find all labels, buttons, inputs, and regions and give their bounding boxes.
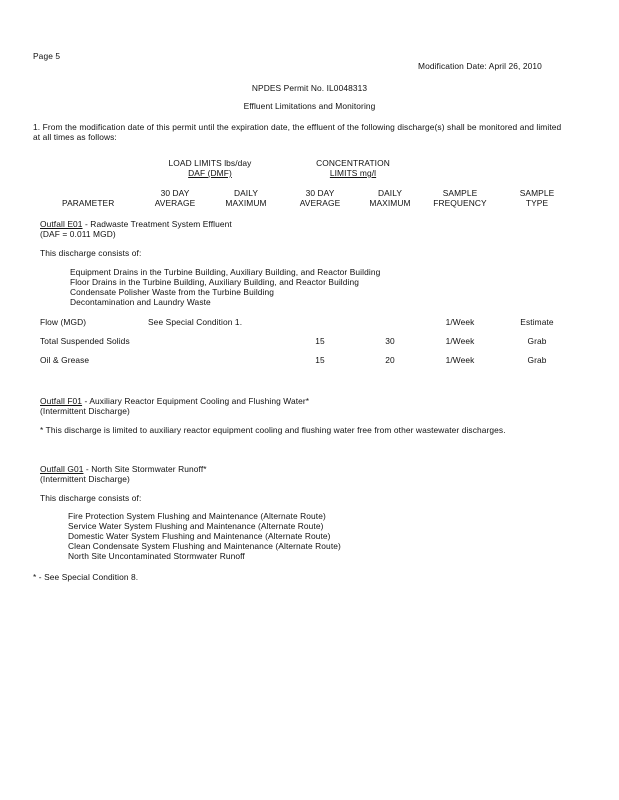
conc-30day-header-1: 30 DAY <box>305 188 335 198</box>
outfall-g01-consists: This discharge consists of: <box>40 493 142 503</box>
row-sample-type: Grab <box>527 355 547 365</box>
page-number: Page 5 <box>33 51 61 61</box>
row-frequency: 1/Week <box>445 317 475 327</box>
outfall-g01-label: Outfall G01 <box>40 464 84 474</box>
outfall-g01-description: - North Site Stormwater Runoff* <box>83 464 207 474</box>
modification-date: Modification Date: April 26, 2010 <box>418 61 542 71</box>
row-note: See Special Condition 1. <box>148 317 243 327</box>
row-parameter: Flow (MGD) <box>40 317 87 327</box>
conc-30day-header-2: AVERAGE <box>299 198 341 208</box>
sample-type-header-1: SAMPLE <box>519 188 555 198</box>
load-limits-subheading: DAF (DMF) <box>188 168 232 178</box>
load-limits-heading: LOAD LIMITS lbs/day <box>168 158 252 168</box>
outfall-e01-label: Outfall E01 <box>40 219 83 229</box>
concentration-heading: CONCENTRATION <box>316 158 390 168</box>
outfall-f01-note: * This discharge is limited to auxiliary reactor equipment cooling and flushing water free from other wastewater discharges. <box>40 425 506 435</box>
outfall-e01-daf: (DAF = 0.011 MGD) <box>40 229 116 239</box>
outfall-f01-description: - Auxiliary Reactor Equipment Cooling and Flushing Water* <box>82 396 310 406</box>
conc-daily-header-2: MAXIMUM <box>369 198 411 208</box>
outfall-e01-consists: This discharge consists of: <box>40 248 142 258</box>
sample-frequency-header-2: FREQUENCY <box>433 198 487 208</box>
row-frequency: 1/Week <box>445 336 475 346</box>
list-item: Condensate Polisher Waste from the Turbine Building <box>70 287 275 297</box>
intro-paragraph: 1. From the modification date of this permit until the expiration date, the effluent of the following discharge(s) shall be monitored and limited at all times as follows: <box>33 122 562 142</box>
list-item: Service Water System Flushing and Maintenance (Alternate Route) <box>68 521 324 531</box>
list-item: Fire Protection System Flushing and Maintenance (Alternate Route) <box>68 511 326 521</box>
outfall-g01-title <box>40 464 207 474</box>
outfall-e01-description: - Radwaste Treatment System Effluent <box>82 219 232 229</box>
load-30day-header-2: AVERAGE <box>154 198 196 208</box>
list-item: Equipment Drains in the Turbine Building, Auxiliary Building, and Reactor Building <box>70 267 381 277</box>
outfall-f01-subtitle: (Intermittent Discharge) <box>40 406 130 416</box>
row-daily-maximum: 20 <box>385 355 395 365</box>
outfall-e01-title <box>40 219 232 229</box>
load-daily-header-2: MAXIMUM <box>225 198 267 208</box>
list-item: Floor Drains in the Turbine Building, Auxiliary Building, and Reactor Building <box>70 277 359 287</box>
load-30day-header-1: 30 DAY <box>160 188 190 198</box>
parameter-column-header: PARAMETER <box>62 198 115 208</box>
conc-daily-header-1: DAILY <box>377 188 403 198</box>
row-parameter: Oil & Grease <box>40 355 90 365</box>
permit-number: NPDES Permit No. IL0048313 <box>251 83 368 93</box>
section-title: Effluent Limitations and Monitoring <box>243 101 376 111</box>
row-daily-maximum: 30 <box>385 336 395 346</box>
row-frequency: 1/Week <box>445 355 475 365</box>
row-30day-average: 15 <box>315 355 325 365</box>
row-sample-type: Grab <box>527 336 547 346</box>
outfall-f01-label: Outfall F01 <box>40 396 83 406</box>
list-item: North Site Uncontaminated Stormwater Runoff <box>68 551 245 561</box>
concentration-subheading: LIMITS mg/l <box>329 168 377 178</box>
list-item: Clean Condensate System Flushing and Maintenance (Alternate Route) <box>68 541 341 551</box>
outfall-f01-title <box>40 396 309 406</box>
sample-frequency-header-1: SAMPLE <box>442 188 478 198</box>
row-30day-average: 15 <box>315 336 325 346</box>
list-item: Domestic Water System Flushing and Maintenance (Alternate Route) <box>68 531 331 541</box>
row-sample-type: Estimate <box>520 317 554 327</box>
list-item: Decontamination and Laundry Waste <box>70 297 211 307</box>
row-parameter: Total Suspended Solids <box>40 336 130 346</box>
load-daily-header-1: DAILY <box>233 188 259 198</box>
outfall-g01-footnote: * - See Special Condition 8. <box>33 572 139 582</box>
sample-type-header-2: TYPE <box>525 198 549 208</box>
outfall-g01-subtitle: (Intermittent Discharge) <box>40 474 130 484</box>
